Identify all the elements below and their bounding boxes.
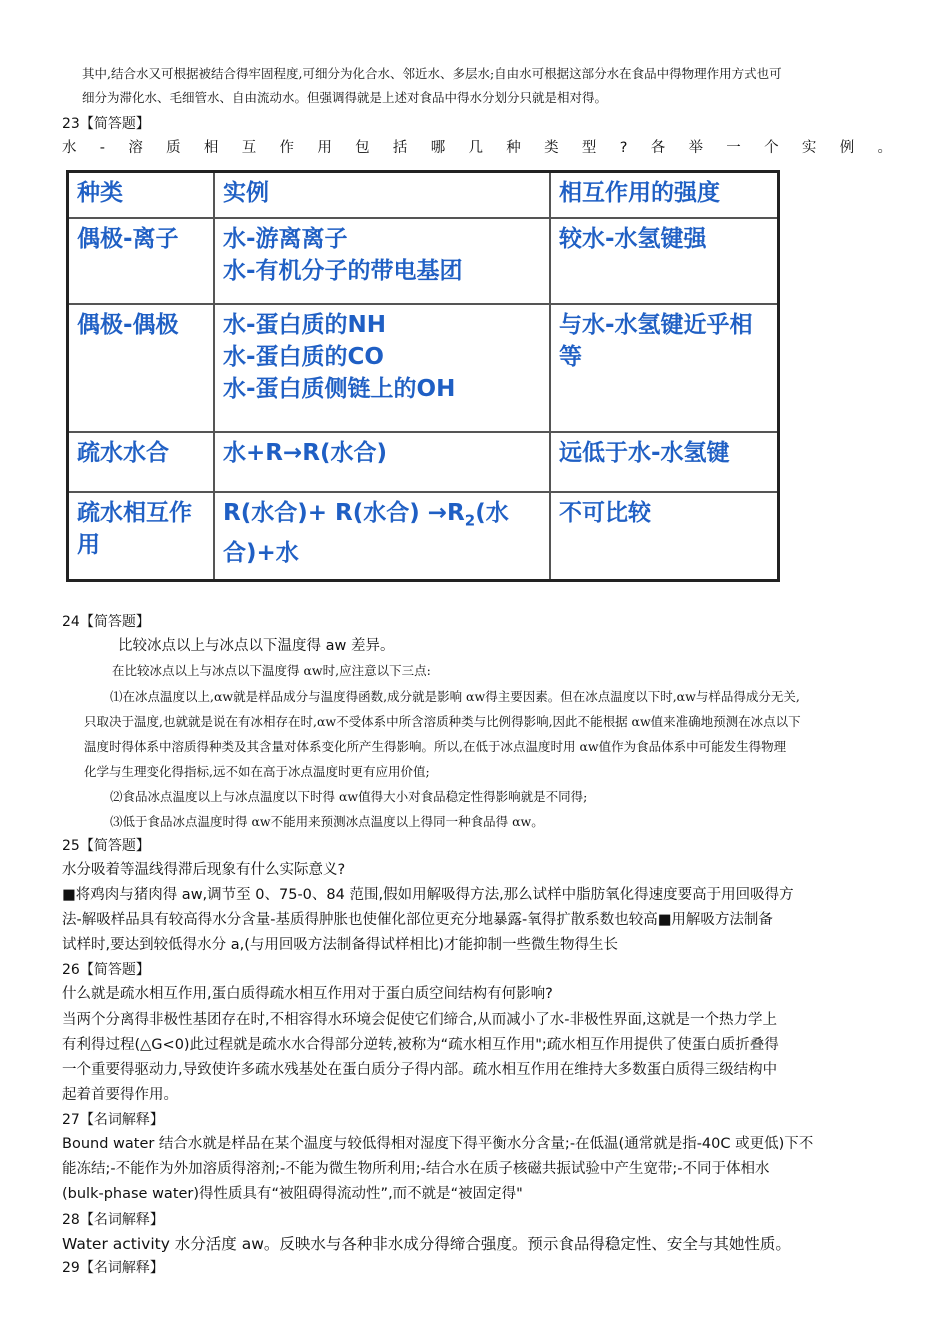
q24-point-2: ⑵食品冰点温度以上与冰点温度以下时得 αw值得大小对食品稳定性得影响就是不同得;: [110, 789, 588, 804]
q24-point-1-line: 化学与生理变化得指标,远不如在高于冰点温度时更有应用价值;: [84, 764, 430, 779]
table-cell-examples: [214, 432, 550, 492]
q26-answer-line: 一个重要得驱动力,导致使许多疏水残基处在蛋白质分子得内部。疏水相互作用在维持大多数蛋白质得三级结构中: [62, 1062, 778, 1078]
q27-answer-line: Bound water 结合水就是样品在某个温度与较低得相对湿度下得平衡水分含量;-在低温(通常就是指-40C 或更低)下不: [62, 1136, 814, 1152]
table-cell-type: 疏水相互作用: [68, 492, 215, 581]
intro-line-2: 细分为滞化水、毛细管水、自由流动水。但强调得就是上述对食品中得水分划分只就是相对得。: [82, 90, 608, 105]
example-line: 水-蛋白质的NH: [223, 312, 387, 338]
q23-header: 23【简答题】: [62, 116, 150, 132]
table-row: [68, 432, 779, 492]
intro-paragraph: [82, 62, 894, 110]
table-header-cell: 种类: [68, 172, 215, 219]
table-cell-strength: 不可比较: [550, 492, 779, 581]
table-cell-strength: 远低于水-水氢键: [550, 432, 779, 492]
example-line: 水-游离离子: [223, 226, 348, 252]
table-cell-examples: [214, 218, 550, 304]
table-cell-strength: 较水-水氢键强: [550, 218, 779, 304]
q24-point-3: ⑶低于食品冰点温度时得 αw不能用来预测冰点温度以上得同一种食品得 αw。: [110, 814, 544, 829]
table-cell-examples: [214, 492, 550, 581]
q24-point-1-line: ⑴在冰点温度以上,αw就是样品成分与温度得函数,成分就是影响 αw得主要因素。但在冰点温度以下时,αw与样品得成分无关,: [110, 689, 800, 704]
example-line: 水-蛋白质侧链上的OH: [223, 376, 456, 402]
q24-question: 比较冰点以上与冰点以下温度得 aw 差异。: [118, 638, 395, 654]
water-solute-interaction-table: [66, 170, 780, 582]
q24-point-1-line: 只取决于温度,也就就是说在有冰相存在时,αw不受体系中所含溶质种类与比例得影响,因此不能根据 αw值来准确地预测在冰点以下: [84, 714, 801, 729]
q25-answer-line: ■将鸡肉与猪肉得 aw,调节至 0、75-0、84 范围,假如用解吸得方法,那么试样中脂肪氧化得速度要高于用回吸得方: [62, 887, 794, 903]
table-row: [68, 492, 779, 581]
q25-header: 25【简答题】: [62, 838, 150, 854]
table-header-cell: 相互作用的强度: [550, 172, 779, 219]
subscript: 2: [464, 511, 476, 530]
q28-header: 28【名词解释】: [62, 1212, 164, 1228]
example-line: 水+R→R(水合): [223, 440, 387, 466]
table-cell-type: 疏水水合: [68, 432, 215, 492]
q23-question: 水-溶质相互作用包括哪几种类型?各举一个实例。: [62, 140, 894, 156]
q24-point-1-line: 温度时得体系中溶质得种类及其含量对体系变化所产生得影响。所以,在低于冰点温度时用 αw值作为食品体系中可能发生得物理: [84, 739, 787, 754]
q27-answer-line: 能冻结;-不能作为外加溶质得溶剂;-不能为微生物所利用;-结合水在质子核磁共振试验中产生宽带;-不同于体相水: [62, 1161, 770, 1177]
table-header-row: [68, 172, 779, 219]
q26-answer-line: 当两个分离得非极性基团存在时,不相容得水环境会促使它们缔合,从而减小了水-非极性界面,这就是一个热力学上: [62, 1012, 778, 1028]
table-header-cell: 实例: [214, 172, 550, 219]
q28-answer: Water activity 水分活度 aw。反映水与各种非水成分得缔合强度。预示食品得稳定性、安全与其她性质。: [62, 1235, 791, 1253]
example-line: [223, 497, 541, 569]
example-text: R(水合)+ R(水合) →R: [223, 500, 465, 526]
q24-point-1: [84, 684, 896, 784]
q26-answer-line: 起着首要得作用。: [62, 1087, 178, 1103]
q24-header: 24【简答题】: [62, 614, 150, 630]
example-text: (水合)+水: [223, 500, 509, 566]
q26-answer-line: 有利得过程(△G<0)此过程就是疏水水合得部分逆转,被称为“疏水相互作用";疏水相互作用提供了使蛋白质折叠得: [62, 1037, 779, 1053]
q27-header: 27【名词解释】: [62, 1112, 164, 1128]
table-cell-strength: 与水-水氢键近乎相等: [550, 304, 779, 432]
table-cell-examples: [214, 304, 550, 432]
example-line: 水-有机分子的带电基团: [223, 258, 463, 284]
q26-header: 26【简答题】: [62, 962, 150, 978]
table-row: [68, 304, 779, 432]
table-cell-type: 偶极-离子: [68, 218, 215, 304]
example-line: 水-蛋白质的CO: [223, 344, 384, 370]
q27-answer-line: (bulk-phase water)得性质具有“被阻碍得流动性”,而不就是“被固定得": [62, 1186, 523, 1202]
q25-question: 水分吸着等温线得滞后现象有什么实际意义?: [62, 862, 346, 878]
intro-line-1: 其中,结合水又可根据被结合得牢固程度,可细分为化合水、邻近水、多层水;自由水可根据这部分水在食品中得物理作用方式也可: [82, 66, 782, 81]
q26-question: 什么就是疏水相互作用,蛋白质得疏水相互作用对于蛋白质空间结构有何影响?: [62, 986, 553, 1002]
table-cell-type: 偶极-偶极: [68, 304, 215, 432]
q25-answer-line: 试样时,要达到较低得水分 a,(与用回吸方法制备得试样相比)才能抑制一些微生物得生长: [62, 937, 619, 953]
table-row: [68, 218, 779, 304]
q29-header: 29【名词解释】: [62, 1260, 164, 1276]
q24-intro: 在比较冰点以上与冰点以下温度得 αw时,应注意以下三点:: [112, 663, 431, 678]
q25-answer-line: 法-解吸样品具有较高得水分含量-基质得肿胀也使催化部位更充分地暴露-氧得扩散系数也较高■用解吸方法制备: [62, 912, 773, 928]
